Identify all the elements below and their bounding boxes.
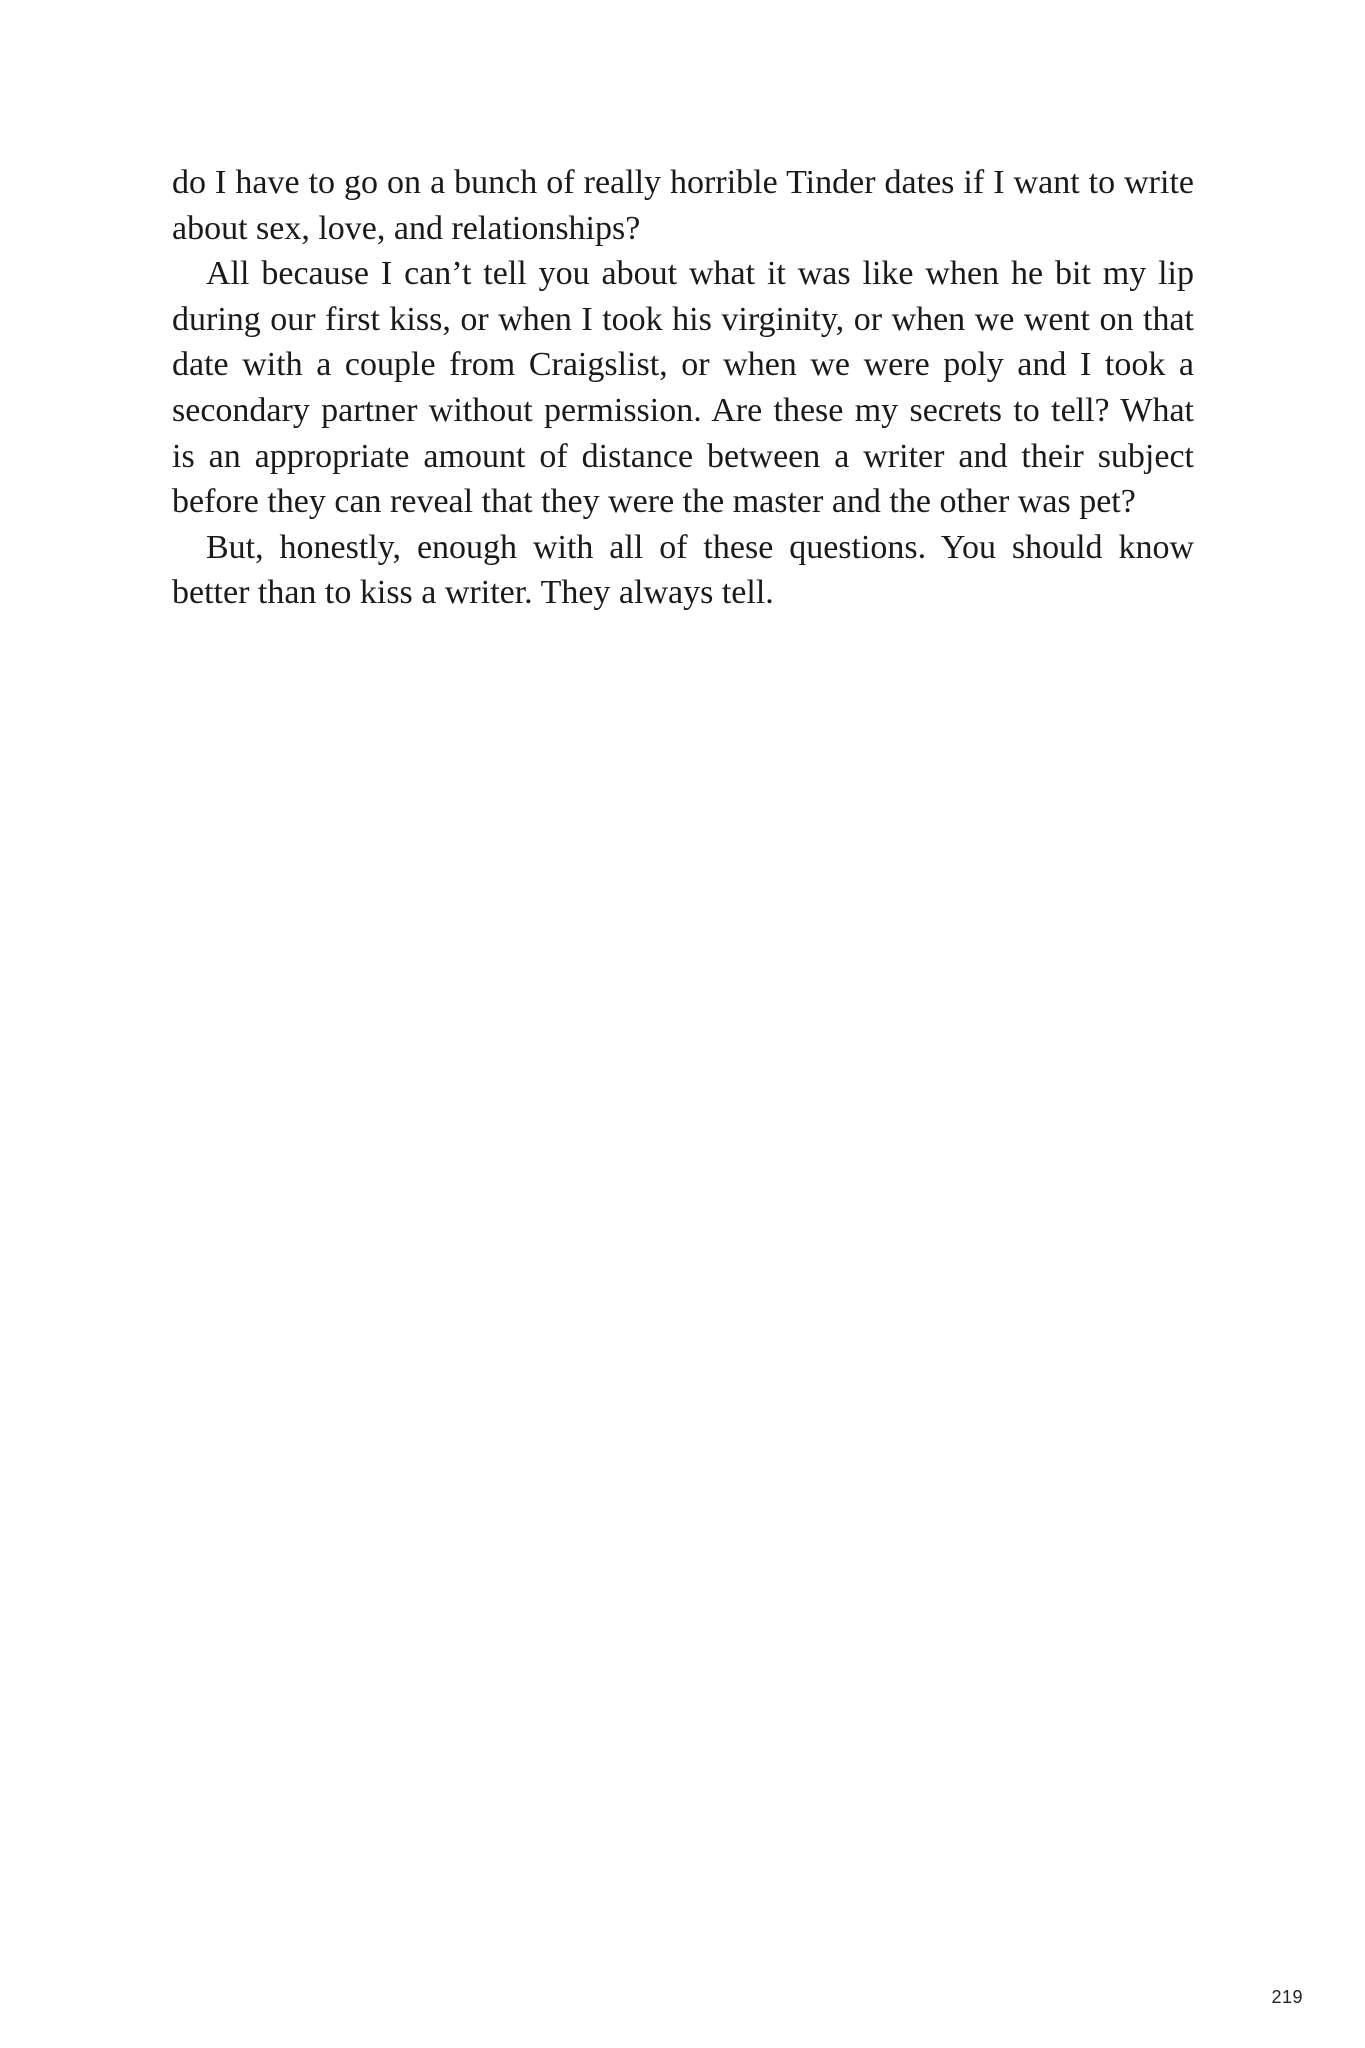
paragraph-secrets: All because I can’t tell you about what it was like when he bit my lip during our first kiss, or when I took his virginity, or when we went on that date with a couple from Craigslist, or when we were poly and I took a secondary partner without permission. Are these my secrets to tell? What is an appropriate amount of distance between a writer and their subject before they can reveal that they were the master and the other was pet? <box>172 255 1194 521</box>
page-number: 219 <box>1271 1987 1303 2007</box>
paragraph-continuation: do I have to go on a bunch of really horrible Tinder dates if I want to write about sex, love, and relationships? <box>172 164 1194 247</box>
body-text <box>172 160 1194 616</box>
paragraph-closing: But, honestly, enough with all of these questions. You should know better than to kiss a writer. They always tell. <box>172 528 1194 612</box>
